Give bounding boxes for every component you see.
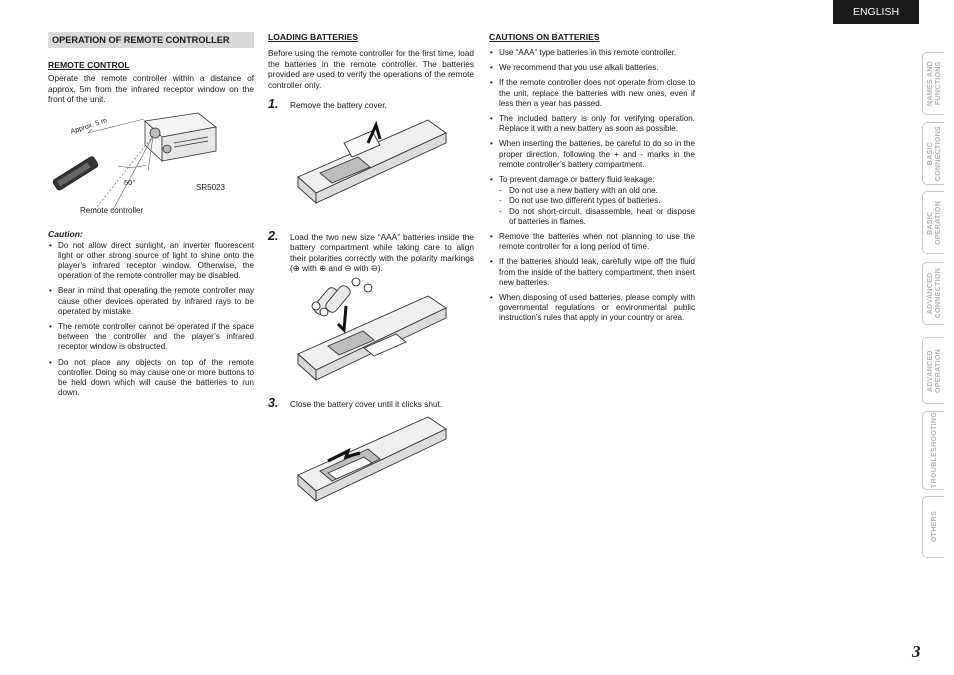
step-text: Remove the battery cover. <box>290 100 387 110</box>
caution-title: Caution: <box>48 228 83 239</box>
list-item: • We recommend that you use alkali batteries. <box>489 63 695 73</box>
step-text: Load the two new size “AAA” batteries inside the battery compartment while taking care to align their polarities correctly with the polarity markings (⊕ with ⊕ and ⊖ with ⊖). <box>290 231 474 273</box>
step-number: 2. <box>268 228 279 243</box>
list-item: • When disposing of used batteries, please comply with governmental regulations or environmental public instruction’s rules that apply in your country or area. <box>489 293 695 324</box>
side-tab-advanced-operation[interactable] <box>922 337 944 404</box>
step-number: 1. <box>268 97 279 111</box>
remove-cover-illustration <box>268 115 474 217</box>
list-item: • When inserting the batteries, be careful to do so in the proper direction, following the + and - marks in the remote controller’s battery compartment. <box>489 139 695 170</box>
angle-label: 60° <box>124 177 136 187</box>
list-item: • Do not allow direct sunlight, an inverter fluorescent light or other strong source of light to shine onto the player’s infrared receptor window. Otherwise, the operation of the remote controller may be disabled. <box>48 241 254 282</box>
side-tab-troubleshooting[interactable] <box>922 411 944 490</box>
close-cover-illustration <box>268 411 474 507</box>
side-tab-basic-connections[interactable] <box>922 122 944 185</box>
loading-intro: Before using the remote controller for the first time, load the batteries in the remote controller. The batteries provided are used to verify the operations of the remote controller only. <box>268 48 474 90</box>
step-2 <box>268 230 474 274</box>
battery-cautions-list <box>489 48 695 324</box>
sub-item: - Do not use a new battery with an old one. <box>499 186 695 196</box>
side-tab-label: ADVANCED CONNECTION <box>924 268 942 319</box>
section-title: OPERATION OF REMOTE CONTROLLER <box>48 32 254 48</box>
page-number: 3 <box>912 642 921 661</box>
distance-label: Approx. 5 m <box>69 116 108 136</box>
side-tab-label: BASIC OPERATION <box>924 200 942 245</box>
side-tab-others[interactable] <box>922 496 944 558</box>
sub-item: - Do not short-circuit, disassemble, heat or dispose of batteries in flames. <box>499 207 695 227</box>
list-item: • The remote controller cannot be operated if the space between the controller and the player’s infrared receptor window is obstructed. <box>48 322 254 353</box>
list-item <box>489 175 695 227</box>
list-item-text: To prevent damage or battery fluid leakage: <box>499 175 655 185</box>
cautions-heading: CAUTIONS ON BATTERIES <box>489 32 600 42</box>
step-text: Close the battery cover until it clicks shut. <box>290 398 443 409</box>
model-label: SR5023 <box>196 182 225 192</box>
leakage-sublist <box>499 186 695 227</box>
side-tab-label: BASIC CONNECTIONS <box>924 125 942 182</box>
list-item: • Use “AAA” type batteries in this remote controller. <box>489 48 695 58</box>
remote-range-figure <box>48 111 254 221</box>
side-tab-label: ADVANCED OPERATION <box>924 348 942 393</box>
step-1 <box>268 98 474 111</box>
side-tab-advanced-connection[interactable] <box>922 262 944 325</box>
list-item: • If the remote controller does not operate from close to the unit, replace the batteries with new ones, even if less then a year has passed. <box>489 78 695 109</box>
step-number: 3. <box>268 395 279 410</box>
list-item: • The included battery is only for verifying operation. Replace it with a new battery as soon as possible. <box>489 114 695 134</box>
remote-control-text: Operate the remote controller within a distance of approx. 5m from the infrared receptor window on the front of the unit. <box>48 73 254 104</box>
loading-batteries-heading: LOADING BATTERIES <box>268 32 359 42</box>
figure-caption: Remote controller <box>80 205 144 215</box>
list-item: • Do not place any objects on top of the remote controller. Doing so may cause one or more buttons to be held down which will cause the batteries to run down. <box>48 358 254 399</box>
list-item: • Remove the batteries when not planning to use the remote controller for a long period of time. <box>489 232 695 252</box>
step-3 <box>268 397 474 410</box>
right-column <box>489 30 695 329</box>
side-tab-label: NAMES AND FUNCTIONS <box>924 60 942 107</box>
side-tab-names-and-functions[interactable] <box>922 52 944 115</box>
language-tab: ENGLISH <box>833 0 919 24</box>
middle-column <box>268 30 474 512</box>
list-item: • If the batteries should leak, carefully wipe off the fluid from the inside of the battery compartment, then insert new batteries. <box>489 257 695 288</box>
sub-item: - Do not use two different types of batteries. <box>499 196 695 206</box>
list-item: • Bear in mind that operating the remote controller may cause other devices operated by infrared rays to be operated by mistake. <box>48 286 254 317</box>
caution-list <box>48 241 254 399</box>
left-column <box>48 30 254 403</box>
side-tab-basic-operation[interactable] <box>922 191 944 254</box>
side-tab-label: OTHERS <box>928 511 938 543</box>
remote-control-heading: REMOTE CONTROL <box>48 60 130 70</box>
insert-batteries-illustration <box>268 276 474 384</box>
side-tab-label: TROUBLESHOOTING <box>928 412 938 489</box>
